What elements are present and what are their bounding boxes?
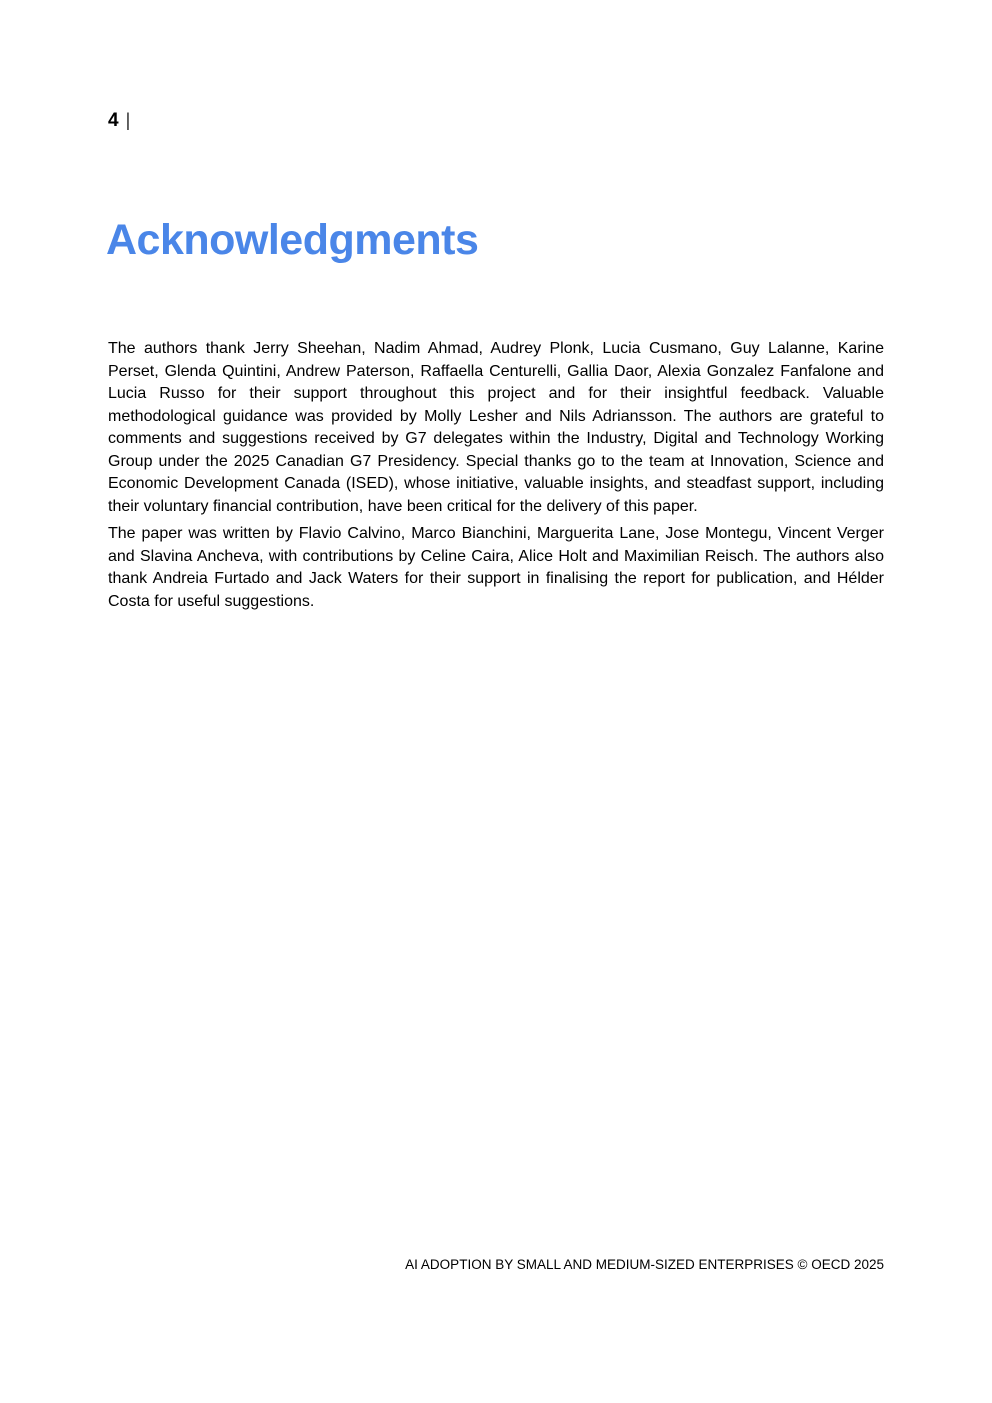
page-number: 4 (108, 110, 119, 131)
acknowledgments-paragraph-1: The authors thank Jerry Sheehan, Nadim Ahmad, Audrey Plonk, Lucia Cusmano, Guy Lalanne, Karine Perset, Glenda Quintini, Andrew Paterson, Raffaella Centurelli, Gallia Daor, Alexia Gonzalez Fanfalone and Lucia Russo for their support throughout this project and for their insightful feedback. Valuable methodological guidance was provided by Molly Lesher and Nils Adriansson. The authors are grateful to comments and suggestions received by G7 delegates within the Industry, Digital and Technology Working Group under the 2025 Canadian G7 Presidency. Special thanks go to the team at Innovation, Science and Economic Development Canada (ISED), whose initiative, valuable insights, and steadfast support, including their voluntary financial contribution, have been critical for the delivery of this paper. (108, 340, 884, 515)
page-header (108, 107, 130, 134)
body-text (108, 338, 884, 613)
page-number-separator: | (125, 110, 131, 130)
page-title: Acknowledgments (106, 216, 479, 264)
footer-running-title: AI ADOPTION BY SMALL AND MEDIUM-SIZED ENTERPRISES © OECD 2025 (405, 1257, 884, 1272)
acknowledgments-paragraph-2: The paper was written by Flavio Calvino, Marco Bianchini, Marguerita Lane, Jose Montegu, Vincent Verger and Slavina Ancheva, with contributions by Celine Caira, Alice Holt and Maximilian Reisch. The authors also thank Andreia Furtado and Jack Waters for their support in finalising the report for publication, and Hélder Costa for useful suggestions. (108, 525, 884, 610)
